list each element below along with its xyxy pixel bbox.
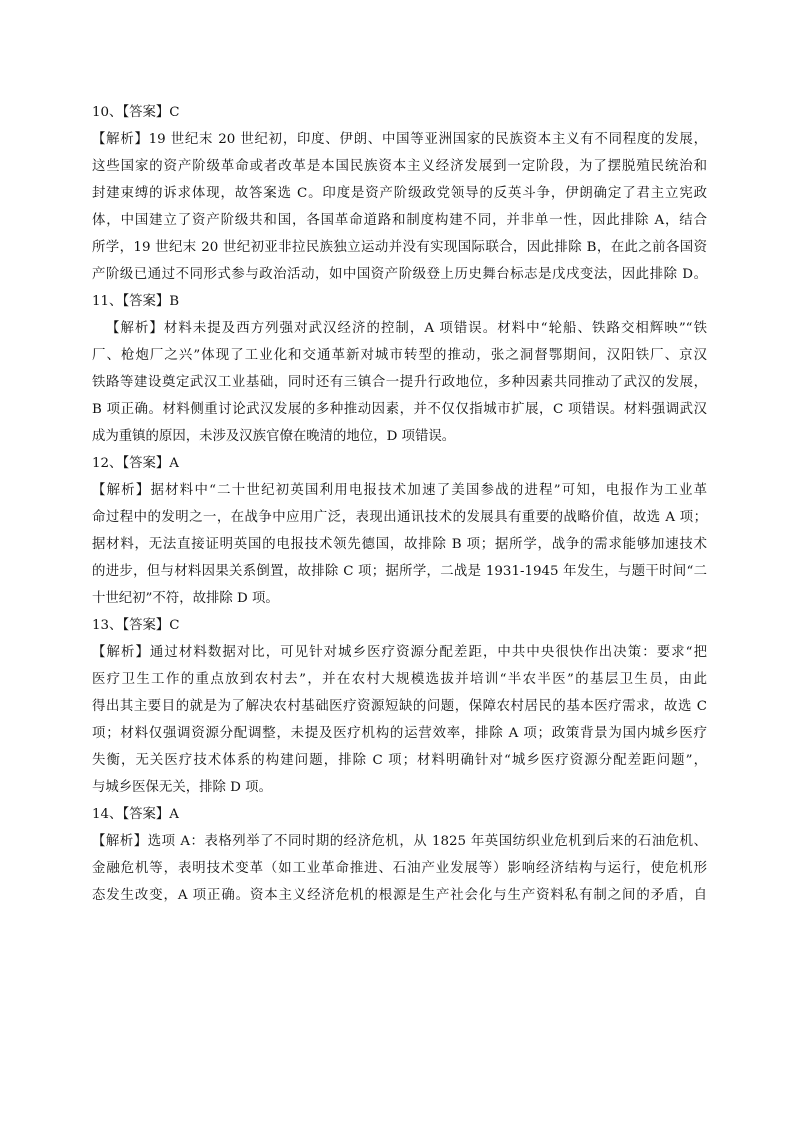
analysis-line: 据材料，无法直接证明英国的电报技术领先德国，故排除 B 项；据所学，战争的需求能够加速技术: [92, 537, 707, 552]
answer-item-10: [92, 99, 707, 288]
analysis-line: 这些国家的资产阶级革命或者改革是本国民族资本主义经济发展到一定阶段，为了摆脱殖民统治和: [92, 159, 707, 174]
analysis-line: 【解析】19 世纪末 20 世纪初，印度、伊朗、中国等亚洲国家的民族资本主义有不同程度的发展，: [92, 132, 707, 147]
answer-heading: 11、【答案】B: [92, 294, 180, 309]
analysis-line: 十世纪初”不符，故排除 D 项。: [92, 591, 279, 606]
analysis-line: B 项正确。材料侧重讨论武汉发展的多种推动因素，并不仅仅指城市扩展，C 项错误。材料强调武汉: [92, 402, 707, 417]
answer-item-12: [92, 450, 707, 612]
analysis-line: 【解析】据材料中“二十世纪初英国利用电报技术加速了美国参战的进程”可知，电报作为工业革: [92, 483, 707, 498]
analysis-line: 态发生改变，A 项正确。资本主义经济危机的根源是生产社会化与生产资料私有制之间的矛盾，自: [92, 888, 707, 903]
analysis-line: 的进步，但与材料因果关系倒置，故排除 C 项；据所学，二战是 1931-1945 年发生，与题干时间“二: [92, 564, 707, 579]
analysis-line: 命过程中的发明之一，在战争中应用广泛，表现出通讯技术的发展具有重要的战略价值，故选 A 项；: [92, 510, 707, 525]
analysis-line: 【解析】选项 A：表格列举了不同时期的经济危机，从 1825 年英国纺织业危机到后来的石油危机、: [92, 834, 707, 849]
analysis-line: 体，中国建立了资产阶级共和国，各国革命道路和制度构建不同，并非单一性，因此排除 A，结合: [92, 213, 707, 228]
analysis-line: 金融危机等，表明技术变革（如工业革命推进、石油产业发展等）影响经济结构与运行，使危机形: [92, 861, 707, 876]
answer-item-13: [92, 612, 707, 801]
analysis-line: 成为重镇的原因，未涉及汉族官僚在晚清的地位，D 项错误。: [92, 429, 456, 444]
analysis-line: 所学，19 世纪末 20 世纪初亚非拉民族独立运动并没有实现国际联合，因此排除 B，在此之前各国资: [92, 240, 707, 255]
analysis-line: 封建束缚的诉求体现，故答案选 C。印度是资产阶级政党领导的反英斗争，伊朗确定了君主立宪政: [92, 186, 707, 201]
analysis-line: 【解析】材料未提及西方列强对武汉经济的控制，A 项错误。材料中“轮船、铁路交相辉映”“铁: [106, 321, 707, 336]
analysis-line: 产阶级已通过不同形式参与政治活动，如中国资产阶级登上历史舞台标志是戊戌变法，因此排除 D。: [92, 267, 707, 282]
analysis-line: 失衡，无关医疗技术体系的构建问题，排除 C 项；材料明确针对“城乡医疗资源分配差距问题”，: [92, 753, 707, 768]
answer-heading: 12、【答案】A: [92, 456, 179, 471]
analysis-line: 与城乡医保无关，排除 D 项。: [92, 780, 272, 795]
analysis-line: 得出其主要目的就是为了解决农村基础医疗资源短缺的问题，保障农村居民的基本医疗需求，故选 C: [92, 699, 707, 714]
analysis-line: 【解析】通过材料数据对比，可见针对城乡医疗资源分配差距，中共中央很快作出决策：要求“把: [92, 645, 707, 660]
answer-heading: 13、【答案】C: [92, 618, 180, 633]
document-page: [92, 99, 707, 909]
answer-item-11: [92, 288, 707, 450]
answer-heading: 10、【答案】C: [92, 105, 180, 120]
answer-item-14: [92, 801, 707, 909]
analysis-line: 医疗卫生工作的重点放到农村去”，并在农村大规模选拔并培训“半农半医”的基层卫生员，由此: [92, 672, 707, 687]
analysis-line: 项；材料仅强调资源分配调整，未提及医疗机构的运营效率，排除 A 项；政策背景为国内城乡医疗: [92, 726, 707, 741]
answer-heading: 14、【答案】A: [92, 807, 179, 822]
analysis-line: 铁路等建设奠定武汉工业基础，同时还有三镇合一提升行政地位，多种因素共同推动了武汉的发展，: [92, 375, 707, 390]
analysis-line: 厂、枪炮厂之兴”体现了工业化和交通革新对城市转型的推动，张之洞督鄂期间，汉阳铁厂、京汉: [92, 348, 707, 363]
